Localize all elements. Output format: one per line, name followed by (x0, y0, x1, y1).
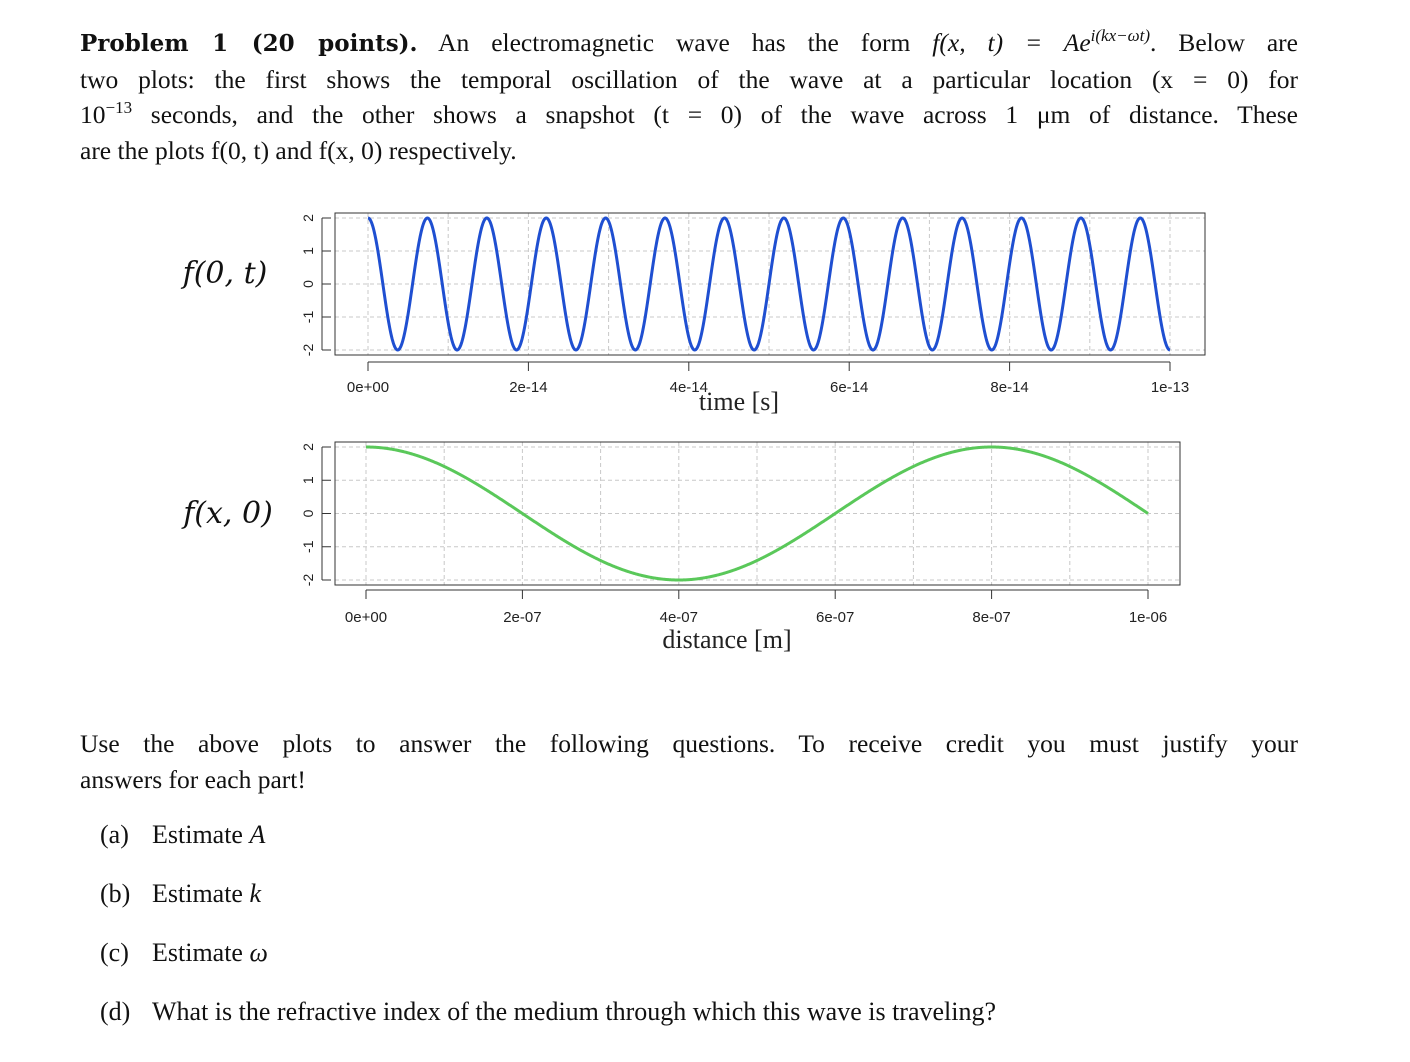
x-tick-label: 8e-14 (990, 379, 1029, 396)
x-tick-label: 0e+00 (346, 379, 390, 396)
x-tick-label: 4e-07 (659, 609, 698, 626)
problem-label: Problem 1 (20 points). (80, 30, 418, 57)
question-variable: ω (249, 938, 268, 967)
x-tick-label: 1e-06 (1128, 609, 1168, 626)
y-tick-label: 2 (300, 214, 316, 222)
x-tick-label: 4e-14 (669, 379, 708, 396)
wave-formula-exponent: i(kx−ωt) (1090, 26, 1150, 45)
question-list (100, 818, 996, 1054)
question-label: (b) (100, 879, 131, 908)
x-axis-label: distance [m] (662, 625, 792, 654)
sentence-2: . Below are (1149, 28, 1298, 57)
power-base: 10 (80, 100, 106, 129)
x-tick-label: 2e-14 (509, 379, 548, 396)
y-tick-label: 1 (300, 247, 316, 255)
y-tick-label: -2 (300, 573, 316, 587)
question-text: Estimate (152, 879, 243, 908)
y-tick-label: -1 (300, 310, 316, 324)
wave-formula: f(x, t) = Ae (932, 28, 1091, 57)
question-c (100, 936, 996, 995)
x-tick-label: 8e-07 (972, 609, 1011, 626)
spatial-plot (181, 442, 1180, 654)
power-exponent: −13 (105, 98, 133, 117)
question-label: (c) (100, 938, 129, 967)
y-tick-label: -1 (300, 540, 316, 553)
question-text: Estimate (152, 820, 243, 849)
question-label: (a) (100, 820, 129, 849)
question-b (100, 877, 996, 936)
y-tick-label: 2 (300, 443, 316, 451)
question-variable: A (249, 820, 266, 849)
x-axis-label: time [s] (698, 387, 780, 416)
question-a (100, 818, 996, 877)
x-tick-label: 6e-07 (816, 609, 855, 626)
y-tick-label: 0 (300, 509, 316, 518)
x-tick-label: 2e-07 (503, 609, 542, 626)
x-tick-label: 0e+00 (344, 609, 388, 626)
plot-row-label: f(0, t) (182, 256, 268, 291)
statement-line-2: two plots: the first shows the temporal oscillation of the wave at a particular location (x = 0) for (80, 64, 1298, 94)
question-text: Estimate (152, 938, 243, 967)
y-tick-label: 0 (300, 280, 316, 288)
y-tick-label: -2 (300, 343, 316, 357)
instructions-line-2: answers for each part! (80, 764, 306, 794)
statement-line-3: seconds, and the other shows a snapshot (t = 0) of the wave across 1 μm of distance. These (150, 100, 1299, 129)
plot-row-label: f(x, 0) (183, 496, 273, 531)
sentence-1: An electromagnetic wave has the form (438, 28, 911, 57)
x-tick-label: 6e-14 (830, 379, 869, 396)
statement-line-4: are the plots f(0, t) and f(x, 0) respectively. (80, 135, 517, 165)
temporal-plot (181, 213, 1205, 416)
y-tick-label: 1 (300, 476, 316, 485)
question-variable: k (249, 879, 262, 908)
instructions-line-1: Use the above plots to answer the following questions. To receive credit you must justify your (80, 729, 1298, 758)
question-text: What is the refractive index of the medium through which this wave is traveling? (152, 997, 997, 1026)
x-tick-label: 1e-13 (1150, 379, 1190, 396)
question-d (100, 995, 996, 1054)
instructions (80, 726, 1298, 797)
question-label: (d) (100, 997, 131, 1026)
